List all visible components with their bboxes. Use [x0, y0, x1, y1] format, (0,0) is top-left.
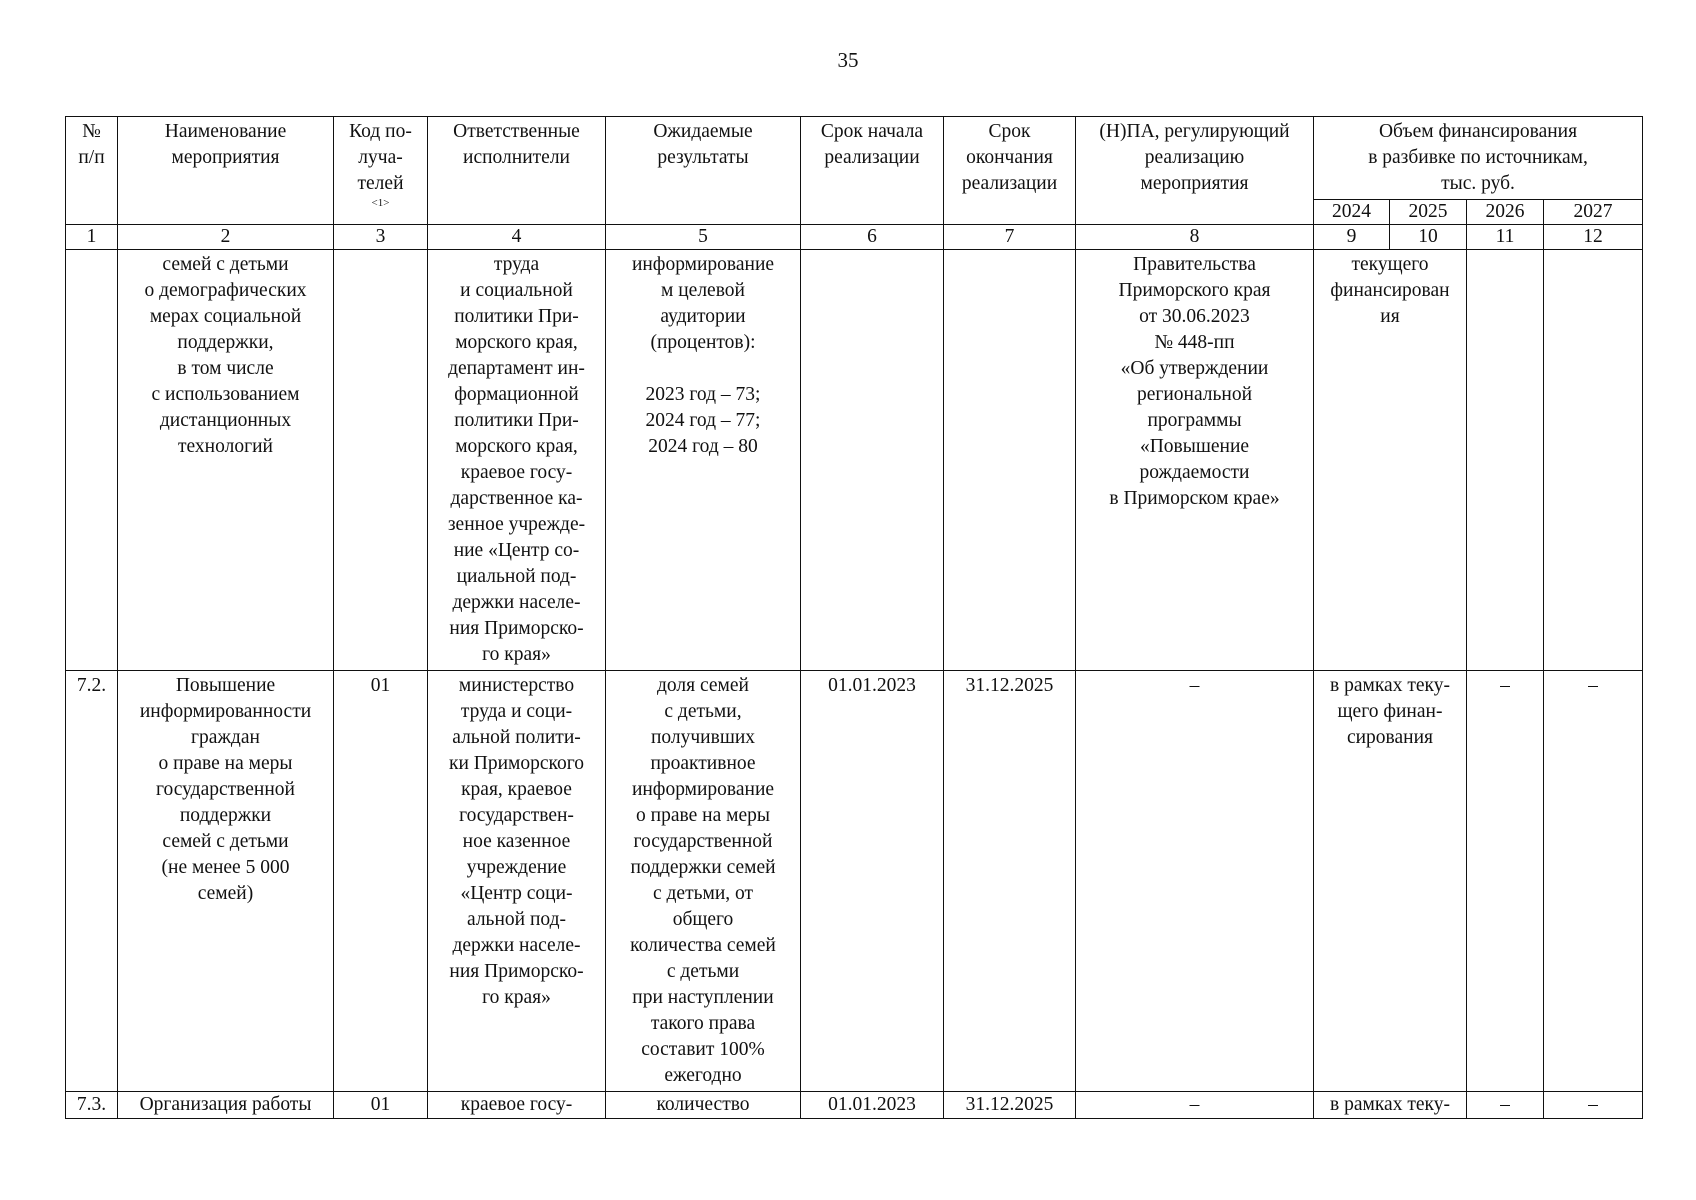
- column-number: 4: [428, 225, 606, 250]
- column-number: 2: [118, 225, 334, 250]
- table-row: [66, 1092, 1643, 1119]
- row-results: информирование м целевой аудитории (процентов): 2023 год – 73; 2024 год – 77; 2024 год – 80: [606, 250, 801, 671]
- header-year-2027: 2027: [1544, 200, 1643, 225]
- row-end: [944, 250, 1076, 671]
- page-number: 35: [837, 48, 859, 72]
- column-number: 10: [1390, 225, 1467, 250]
- row-num: 7.3.: [66, 1092, 118, 1119]
- row-financing-2027: –: [1544, 671, 1643, 1092]
- column-number: 12: [1544, 225, 1643, 250]
- row-npa: –: [1076, 671, 1314, 1092]
- header-row: [66, 117, 1643, 200]
- row-end: 31.12.2025: [944, 1092, 1076, 1119]
- header-results: Ожидаемые результаты: [606, 117, 801, 225]
- row-responsible: труда и социальной политики При- морского края, департамент ин- формационной политики При- морского края, краевое госу- дарственное ка- зенное учрежде- ние «Центр со- циальной под- держки населе- ния Приморско- го края»: [428, 250, 606, 671]
- header-year-2024: 2024: [1314, 200, 1390, 225]
- header-end: Срок окончания реализации: [944, 117, 1076, 225]
- row-start: 01.01.2023: [801, 1092, 944, 1119]
- row-name: семей с детьми о демографических мерах социальной поддержки, в том числе с использованием дистанционных технологий: [118, 250, 334, 671]
- row-end: 31.12.2025: [944, 671, 1076, 1092]
- column-number: 3: [334, 225, 428, 250]
- header-code: Код по- луча- телей <1>: [334, 117, 428, 225]
- row-financing-2027: –: [1544, 1092, 1643, 1119]
- row-results: доля семей с детьми, получивших проактивное информирование о праве на меры государственной поддержки семей с детьми, от общего количества семей с детьми при наступлении такого права составит 100% ежегодно: [606, 671, 801, 1092]
- header-responsible: Ответственные исполнители: [428, 117, 606, 225]
- row-code: [334, 250, 428, 671]
- row-financing-2024-2025: в рамках теку- щего финан- сирования: [1314, 671, 1467, 1092]
- column-number: 6: [801, 225, 944, 250]
- column-numbers-row: [66, 225, 1643, 250]
- row-financing-2024-2025: в рамках теку-: [1314, 1092, 1467, 1119]
- row-financing-2024-2025: текущего финансирован ия: [1314, 250, 1467, 671]
- column-number: 9: [1314, 225, 1390, 250]
- row-financing-2026: –: [1467, 671, 1544, 1092]
- header-num: № п/п: [66, 117, 118, 225]
- header-year-2025: 2025: [1390, 200, 1467, 225]
- row-name: Повышение информированности граждан о праве на меры государственной поддержки семей с детьми (не менее 5 000 семей): [118, 671, 334, 1092]
- row-financing-2026: –: [1467, 1092, 1544, 1119]
- row-name: Организация работы: [118, 1092, 334, 1119]
- row-financing-2027: [1544, 250, 1643, 671]
- row-start: [801, 250, 944, 671]
- table-row: [66, 250, 1643, 671]
- header-npa: (Н)ПА, регулирующий реализацию мероприятия: [1076, 117, 1314, 225]
- row-responsible: министерство труда и соци- альной полити- ки Приморского края, краевое государствен- ное казенное учреждение «Центр соци- альной под- держки населе- ния Приморско- го края»: [428, 671, 606, 1092]
- column-number: 11: [1467, 225, 1544, 250]
- header-year-2026: 2026: [1467, 200, 1544, 225]
- row-responsible: краевое госу-: [428, 1092, 606, 1119]
- row-code: 01: [334, 1092, 428, 1119]
- row-npa: –: [1076, 1092, 1314, 1119]
- column-number: 5: [606, 225, 801, 250]
- row-num: 7.2.: [66, 671, 118, 1092]
- row-npa: Правительства Приморского края от 30.06.2023 № 448-пп «Об утверждении региональной программы «Повышение рождаемости в Приморском крае»: [1076, 250, 1314, 671]
- column-number: 1: [66, 225, 118, 250]
- row-financing-2026: [1467, 250, 1544, 671]
- column-number: 8: [1076, 225, 1314, 250]
- header-code-note: <1>: [371, 197, 390, 209]
- row-start: 01.01.2023: [801, 671, 944, 1092]
- column-number: 7: [944, 225, 1076, 250]
- activities-table: [65, 116, 1643, 1119]
- row-num: [66, 250, 118, 671]
- row-code: 01: [334, 671, 428, 1092]
- header-name: Наименование мероприятия: [118, 117, 334, 225]
- header-financing: Объем финансирования в разбивке по источникам, тыс. руб.: [1314, 117, 1643, 200]
- row-results: количество: [606, 1092, 801, 1119]
- header-start: Срок начала реализации: [801, 117, 944, 225]
- table-row: [66, 671, 1643, 1092]
